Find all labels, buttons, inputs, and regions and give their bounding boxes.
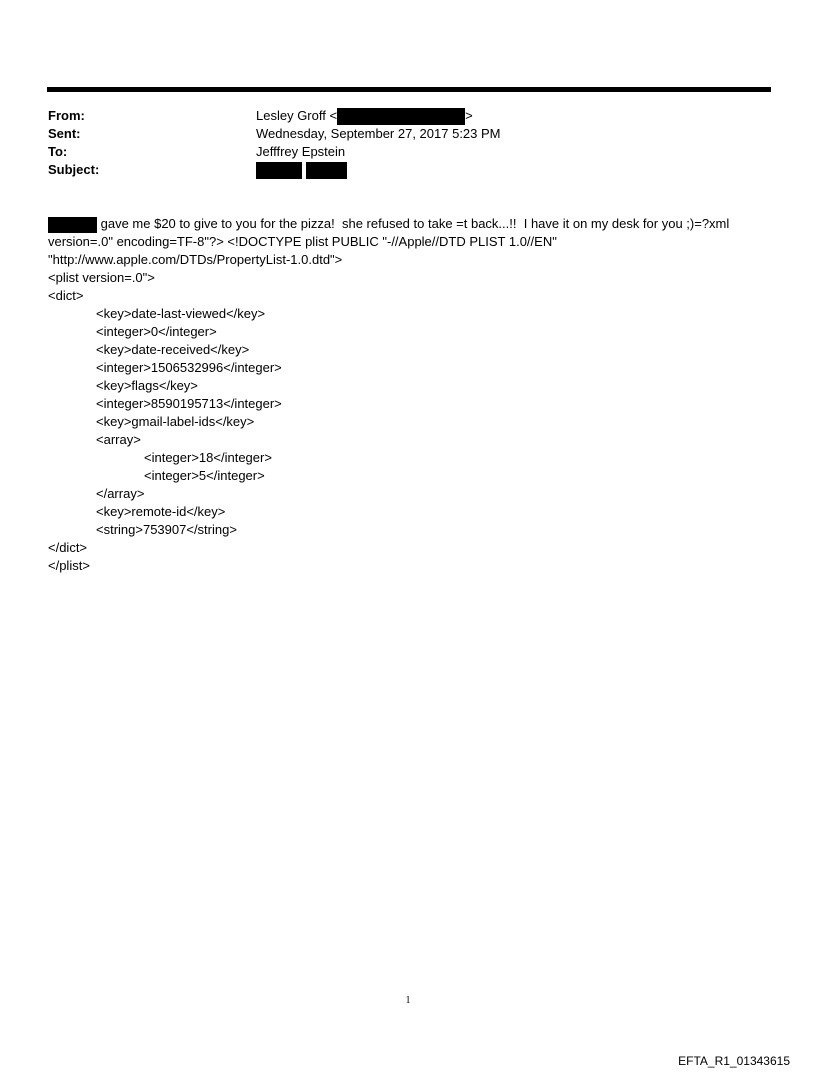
header-rule xyxy=(47,87,771,92)
subject-label: Subject: xyxy=(48,162,100,177)
to-row xyxy=(48,143,748,161)
from-label: From: xyxy=(48,108,85,123)
email-body xyxy=(48,215,768,575)
body-line: </array> xyxy=(96,486,145,501)
from-value xyxy=(256,107,473,125)
body-line: <string>753907</string> xyxy=(96,522,237,537)
to-label: To: xyxy=(48,144,68,159)
body-line: "http://www.apple.com/DTDs/PropertyList-1.0.dtd"> xyxy=(48,252,343,267)
body-line: <integer>1506532996</integer> xyxy=(96,360,282,375)
from-row xyxy=(48,107,748,125)
sent-value: Wednesday, September 27, 2017 5:23 PM xyxy=(256,126,501,141)
body-line: </plist> xyxy=(48,558,90,573)
document-id: EFTA_R1_01343615 xyxy=(678,1054,790,1068)
body-line: <key>flags</key> xyxy=(96,378,198,393)
body-first-line: gave me $20 to give to you for the pizza! she refused to take =t back...!! I have it on my desk for you ;)=?xml xyxy=(97,216,730,231)
to-value: Jefffrey Epstein xyxy=(256,144,346,159)
body-line: <integer>5</integer> xyxy=(144,468,265,483)
from-suffix: > xyxy=(465,108,473,123)
redaction-box xyxy=(48,217,97,233)
body-line: version=.0" encoding=TF-8"?> <!DOCTYPE plist PUBLIC "-//Apple//DTD PLIST 1.0//EN" xyxy=(48,234,557,249)
redaction-box xyxy=(337,108,465,125)
body-line: <integer>0</integer> xyxy=(96,324,217,339)
from-name: Lesley Groff < xyxy=(256,108,338,123)
page-number: 1 xyxy=(405,995,411,1006)
body-line: <key>date-last-viewed</key> xyxy=(96,306,266,321)
redaction-box xyxy=(306,162,347,179)
subject-value xyxy=(256,162,347,179)
sent-row xyxy=(48,125,748,143)
redaction-box xyxy=(256,162,302,179)
body-line: <array> xyxy=(96,432,141,447)
body-line xyxy=(48,215,768,233)
body-line: <dict> xyxy=(48,288,84,303)
subject-row xyxy=(48,161,748,179)
body-line: <key>gmail-label-ids</key> xyxy=(96,414,255,429)
email-header xyxy=(48,107,748,179)
body-line: <key>remote-id</key> xyxy=(96,504,226,519)
body-line: <key>date-received</key> xyxy=(96,342,250,357)
body-line: <plist version=.0"> xyxy=(48,270,155,285)
sent-label: Sent: xyxy=(48,126,81,141)
body-line: <integer>18</integer> xyxy=(144,450,272,465)
body-line: </dict> xyxy=(48,540,88,555)
body-line: <integer>8590195713</integer> xyxy=(96,396,282,411)
